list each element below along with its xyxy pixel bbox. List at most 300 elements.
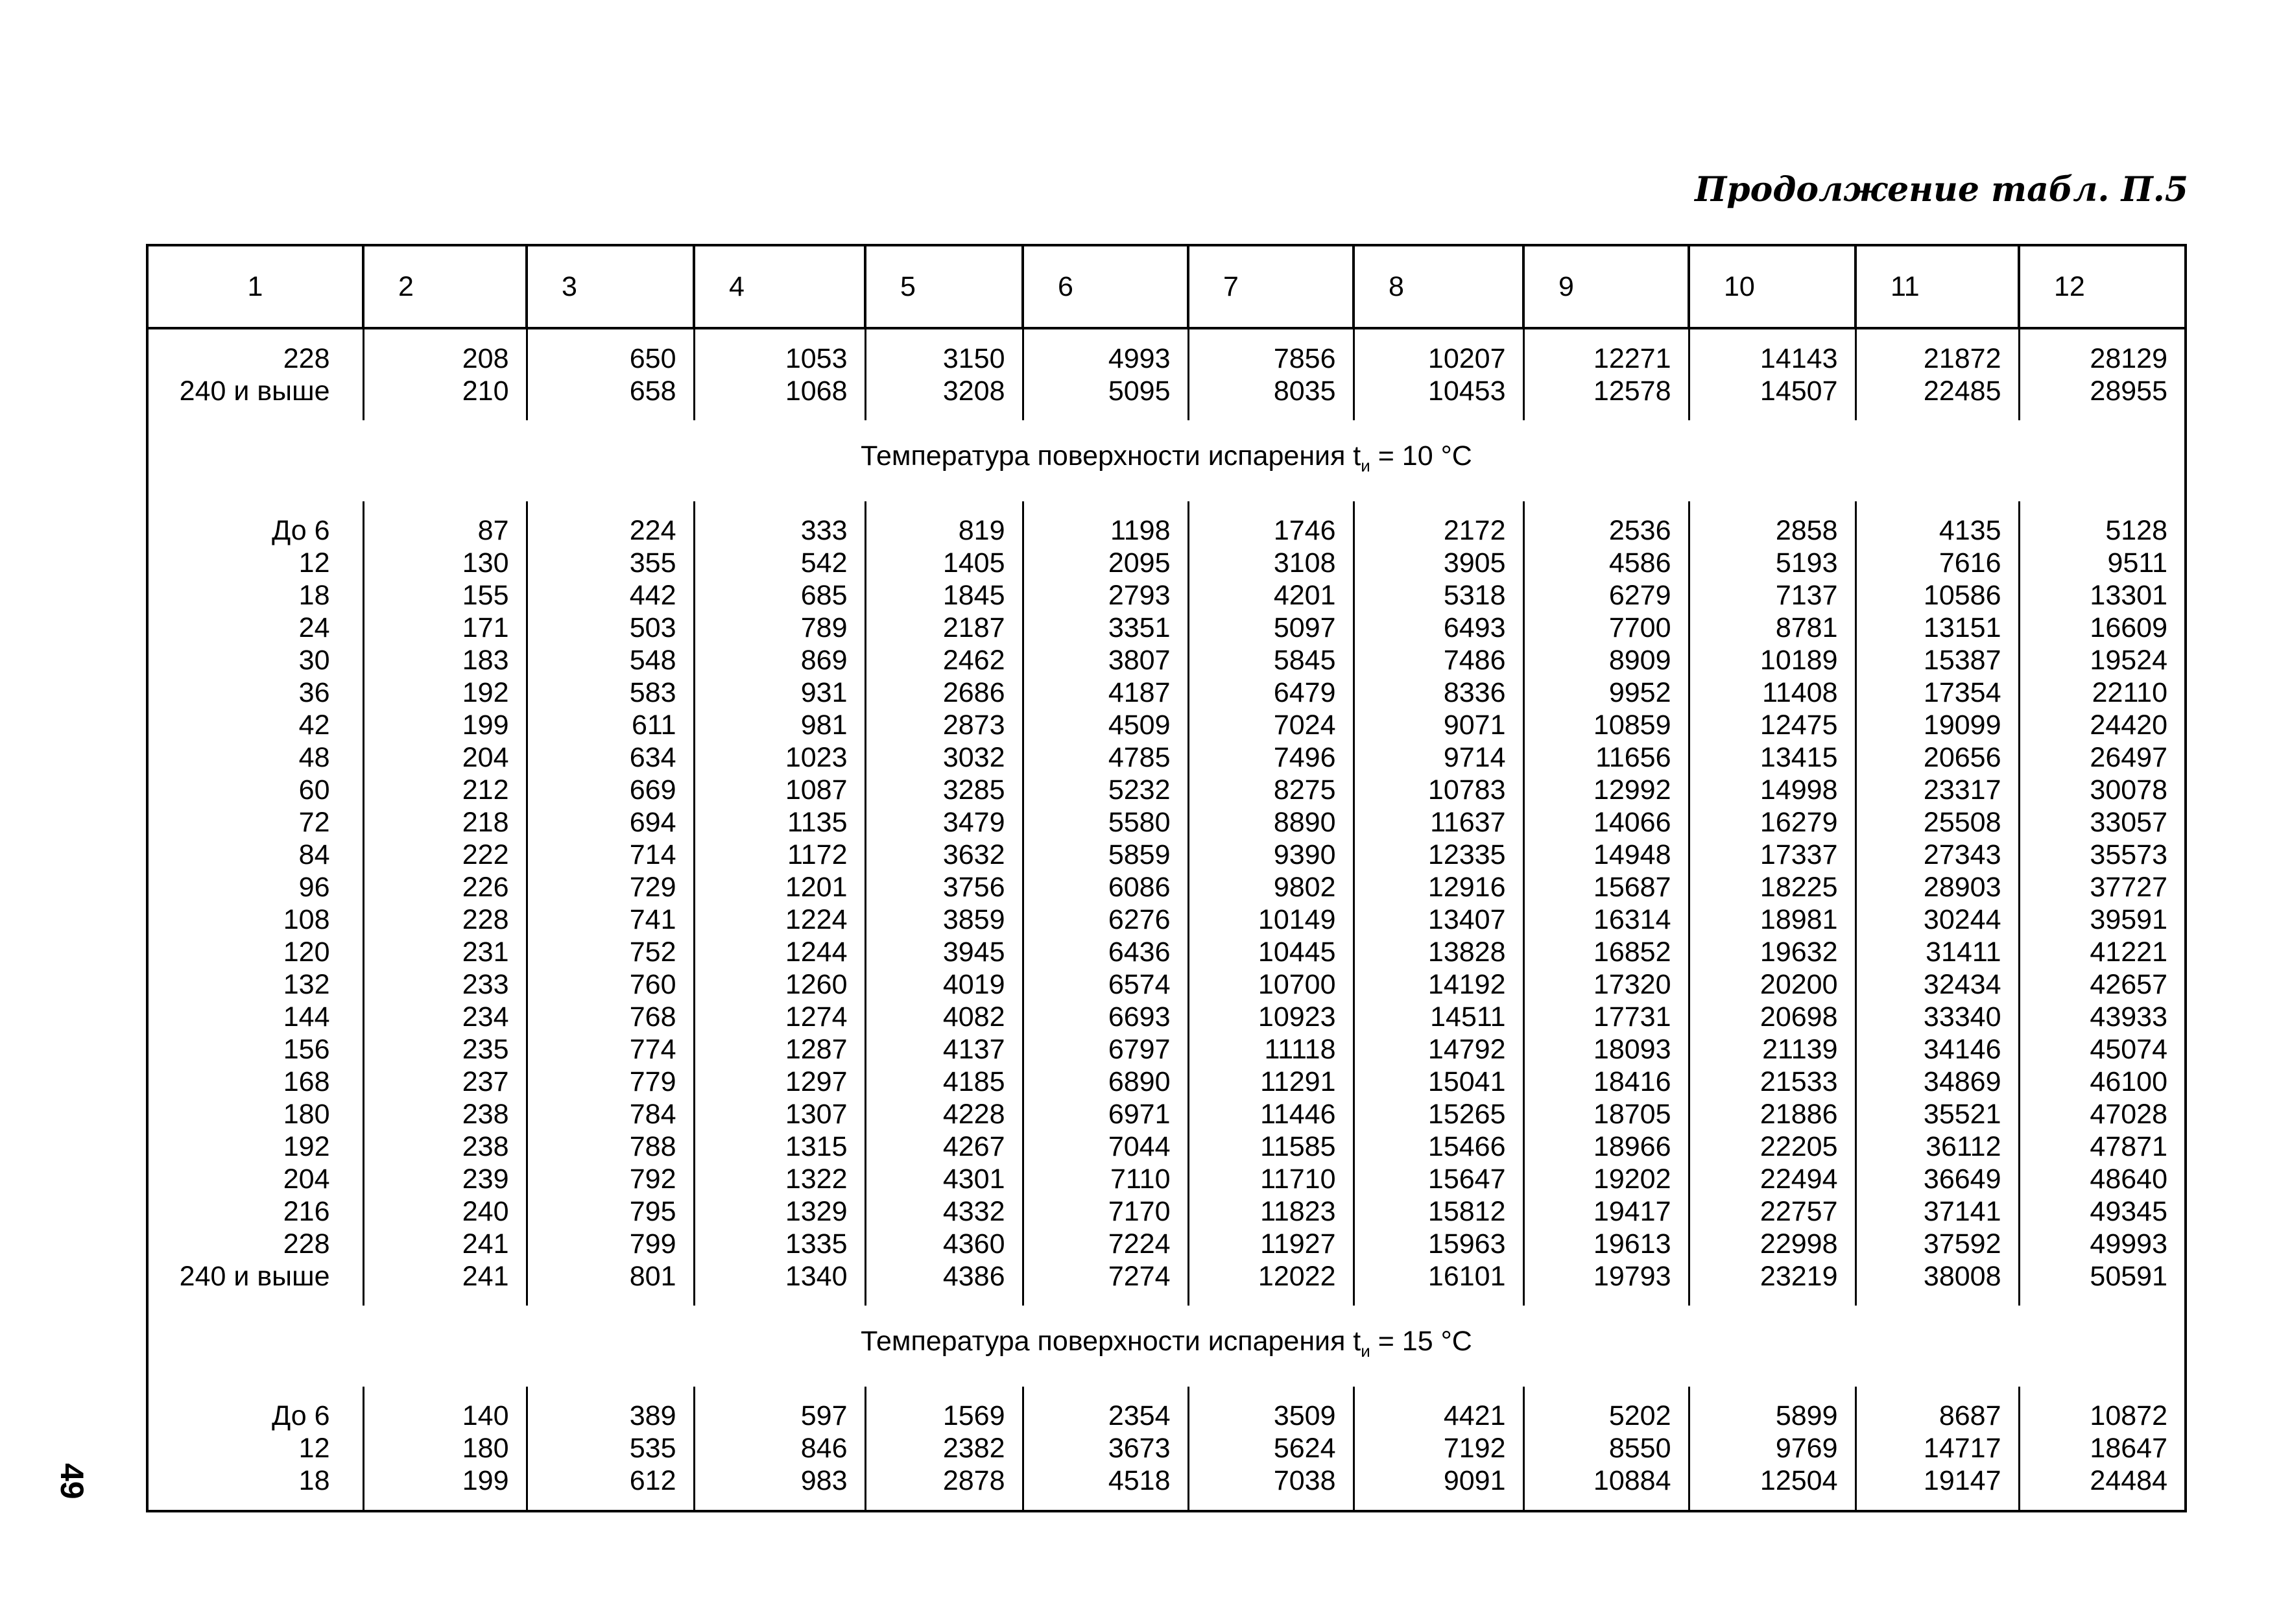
table-cell: 87 [363,501,527,547]
table-cell: 10586 [1855,579,2019,612]
column-header: 8 [1354,245,1523,328]
table-cell: 39591 [2019,903,2186,936]
table-cell: 8687 [1855,1387,2019,1432]
table-row [147,1098,2186,1130]
table-cell: 35573 [2019,839,2186,871]
row-label-cell: 204 [147,1163,363,1195]
table-cell: 3807 [1023,644,1188,676]
table-cell: 17337 [1689,839,1855,871]
row-label-cell: 84 [147,839,363,871]
table-cell: 3756 [865,871,1023,903]
table-cell: 22998 [1689,1228,1855,1260]
table-cell: 4267 [865,1130,1023,1163]
table-cell: 23317 [1855,774,2019,806]
table-cell: 669 [527,774,694,806]
table-cell: 789 [694,612,865,644]
table-cell: 4518 [1023,1464,1188,1511]
table-cell: 760 [527,968,694,1001]
table-cell: 204 [363,741,527,774]
table-cell: 22757 [1689,1195,1855,1228]
table-cell: 3208 [865,375,1023,420]
table-cell: 15466 [1354,1130,1523,1163]
table-cell: 4332 [865,1195,1023,1228]
table-row [147,871,2186,903]
section-suffix: = 15 °С [1370,1326,1472,1357]
table-cell: 11291 [1188,1066,1354,1098]
row-label-cell: 96 [147,871,363,903]
table-cell: 49345 [2019,1195,2186,1228]
table-cell: 3150 [865,328,1023,375]
table-cell: 10189 [1689,644,1855,676]
table-cell: 11585 [1188,1130,1354,1163]
table-cell: 7044 [1023,1130,1188,1163]
table-cell: 19632 [1689,936,1855,968]
table-cell: 224 [527,501,694,547]
table-cell: 548 [527,644,694,676]
table-cell: 21533 [1689,1066,1855,1098]
table-row [147,1260,2186,1306]
row-label-cell: 240 и выше [147,375,363,420]
table-row [147,375,2186,420]
table-cell: 983 [694,1464,865,1511]
table-cell: 7274 [1023,1260,1188,1306]
table-cell: 1260 [694,968,865,1001]
table-row [147,1387,2186,1432]
table-cell: 238 [363,1130,527,1163]
table-cell: 18647 [2019,1432,2186,1464]
table-cell: 8035 [1188,375,1354,420]
column-header: 2 [363,245,527,328]
table-cell: 846 [694,1432,865,1464]
table-cell: 12022 [1188,1260,1354,1306]
table-cell: 19613 [1523,1228,1689,1260]
table-cell: 6493 [1354,612,1523,644]
table-cell: 11823 [1188,1195,1354,1228]
row-label-cell: 12 [147,547,363,579]
table-cell: 18981 [1689,903,1855,936]
table-cell: 36112 [1855,1130,2019,1163]
table-cell: 180 [363,1432,527,1464]
table-cell: 6086 [1023,871,1188,903]
table-row [147,1001,2186,1033]
table-cell: 9952 [1523,676,1689,709]
table-cell: 389 [527,1387,694,1432]
table-cell: 5899 [1689,1387,1855,1432]
table-cell: 14948 [1523,839,1689,871]
table-cell: 729 [527,871,694,903]
column-header: 6 [1023,245,1188,328]
table-cell: 6479 [1188,676,1354,709]
table-cell: 37727 [2019,871,2186,903]
table-cell: 1845 [865,579,1023,612]
table-cell: 7224 [1023,1228,1188,1260]
table-cell: 779 [527,1066,694,1098]
table-cell: 1335 [694,1228,865,1260]
table-cell: 819 [865,501,1023,547]
table-cell: 792 [527,1163,694,1195]
table-cell: 1322 [694,1163,865,1195]
table-cell: 7856 [1188,328,1354,375]
table-cell: 611 [527,709,694,741]
table-cell: 442 [527,579,694,612]
table-cell: 4421 [1354,1387,1523,1432]
table-cell: 2878 [865,1464,1023,1511]
table-cell: 15647 [1354,1163,1523,1195]
table-cell: 239 [363,1163,527,1195]
table-cell: 5580 [1023,806,1188,839]
table-cell: 34146 [1855,1033,2019,1066]
table-cell: 1287 [694,1033,865,1066]
table-cell: 4185 [865,1066,1023,1098]
table-cell: 38008 [1855,1260,2019,1306]
table-cell: 22205 [1689,1130,1855,1163]
table-row [147,1228,2186,1260]
table-cell: 4137 [865,1033,1023,1066]
table-cell: 16609 [2019,612,2186,644]
table-cell: 14511 [1354,1001,1523,1033]
table-cell: 28955 [2019,375,2186,420]
table-cell: 235 [363,1033,527,1066]
table-cell: 774 [527,1033,694,1066]
table-cell: 5095 [1023,375,1188,420]
table-cell: 1315 [694,1130,865,1163]
table-cell: 237 [363,1066,527,1098]
table-cell: 30078 [2019,774,2186,806]
row-label-cell: 144 [147,1001,363,1033]
table-cell: 801 [527,1260,694,1306]
table-cell: 16101 [1354,1260,1523,1306]
table-caption: Продолжение табл. П.5 [1695,170,2188,209]
table-cell: 8336 [1354,676,1523,709]
table-cell: 43933 [2019,1001,2186,1033]
row-label-cell: 36 [147,676,363,709]
table-cell: 795 [527,1195,694,1228]
table-cell: 2382 [865,1432,1023,1464]
table-cell: 3905 [1354,547,1523,579]
table-cell: 5193 [1689,547,1855,579]
table-cell: 20200 [1689,968,1855,1001]
table-cell: 18705 [1523,1098,1689,1130]
table-cell: 14192 [1354,968,1523,1001]
table-cell: 4785 [1023,741,1188,774]
table-cell: 10149 [1188,903,1354,936]
table-cell: 2858 [1689,501,1855,547]
row-label-cell: До 6 [147,501,363,547]
table-cell: 234 [363,1001,527,1033]
table-cell: 9511 [2019,547,2186,579]
table-cell: 47871 [2019,1130,2186,1163]
table-cell: 2172 [1354,501,1523,547]
table-cell: 19147 [1855,1464,2019,1511]
section-heading [147,420,2186,501]
table-cell: 14143 [1689,328,1855,375]
table-cell: 1023 [694,741,865,774]
table-cell: 13407 [1354,903,1523,936]
table-row [147,903,2186,936]
table-cell: 47028 [2019,1098,2186,1130]
row-label-cell: 132 [147,968,363,1001]
table-row [147,579,2186,612]
table-cell: 1053 [694,328,865,375]
table-row [147,1163,2186,1195]
table-row [147,1195,2186,1228]
table-cell: 24484 [2019,1464,2186,1511]
table-cell: 1087 [694,774,865,806]
table-row [147,741,2186,774]
table-cell: 658 [527,375,694,420]
table-cell: 1172 [694,839,865,871]
table-cell: 183 [363,644,527,676]
table-cell: 16852 [1523,936,1689,968]
section-heading-row [147,420,2186,501]
table-cell: 10872 [2019,1387,2186,1432]
table-cell: 6436 [1023,936,1188,968]
table-cell: 21872 [1855,328,2019,375]
table-cell: 694 [527,806,694,839]
table-row [147,709,2186,741]
table-header [147,245,2186,328]
page-number: 49 [54,1463,90,1499]
row-label-cell: 18 [147,1464,363,1511]
row-label-cell: 42 [147,709,363,741]
table-cell: 4135 [1855,501,2019,547]
table-cell: 20656 [1855,741,2019,774]
table-cell: 7496 [1188,741,1354,774]
table-cell: 768 [527,1001,694,1033]
table-cell: 1244 [694,936,865,968]
table-cell: 19793 [1523,1260,1689,1306]
row-label-cell: 72 [147,806,363,839]
table-cell: 8275 [1188,774,1354,806]
table-row [147,1033,2186,1066]
table-cell: 15687 [1523,871,1689,903]
table-cell: 8781 [1689,612,1855,644]
section-subscript: и [1361,1341,1370,1361]
table-cell: 17320 [1523,968,1689,1001]
table-cell: 1307 [694,1098,865,1130]
row-label-cell: 180 [147,1098,363,1130]
table-cell: 5845 [1188,644,1354,676]
table-cell: 9071 [1354,709,1523,741]
table-cell: 4993 [1023,328,1188,375]
table-cell: 1329 [694,1195,865,1228]
table-row [147,936,2186,968]
column-header: 10 [1689,245,1855,328]
table-cell: 19417 [1523,1195,1689,1228]
table-cell: 3859 [865,903,1023,936]
table-cell: 9714 [1354,741,1523,774]
table-cell: 48640 [2019,1163,2186,1195]
table-cell: 10884 [1523,1464,1689,1511]
table-cell: 9091 [1354,1464,1523,1511]
table-cell: 2462 [865,644,1023,676]
table-cell: 685 [694,579,865,612]
table-cell: 19099 [1855,709,2019,741]
table-cell: 1068 [694,375,865,420]
table-cell: 1135 [694,806,865,839]
data-table [146,244,2187,1512]
table-cell: 33340 [1855,1001,2019,1033]
table-cell: 3285 [865,774,1023,806]
table-cell: 11710 [1188,1163,1354,1195]
table-cell: 212 [363,774,527,806]
table-cell: 5232 [1023,774,1188,806]
table-cell: 233 [363,968,527,1001]
section-heading [147,1306,2186,1387]
table-cell: 981 [694,709,865,741]
table-cell: 19524 [2019,644,2186,676]
table-cell: 27343 [1855,839,2019,871]
row-label-cell: 30 [147,644,363,676]
table-cell: 15265 [1354,1098,1523,1130]
row-label-cell: 60 [147,774,363,806]
table-cell: 11118 [1188,1033,1354,1066]
table-cell: 1198 [1023,501,1188,547]
table-cell: 7024 [1188,709,1354,741]
table-cell: 238 [363,1098,527,1130]
table-row [147,612,2186,644]
table-cell: 15963 [1354,1228,1523,1260]
table-cell: 46100 [2019,1066,2186,1098]
table-cell: 49993 [2019,1228,2186,1260]
table-cell: 1224 [694,903,865,936]
table-cell: 542 [694,547,865,579]
section-subscript: и [1361,456,1370,475]
table-cell: 4586 [1523,547,1689,579]
table-cell: 2095 [1023,547,1188,579]
table-cell: 7038 [1188,1464,1354,1511]
table-cell: 9802 [1188,871,1354,903]
table-cell: 3351 [1023,612,1188,644]
table-cell: 10923 [1188,1001,1354,1033]
row-group-15c [147,1387,2186,1511]
table-cell: 4082 [865,1001,1023,1033]
table-cell: 11637 [1354,806,1523,839]
table-cell: 17731 [1523,1001,1689,1033]
table-cell: 15812 [1354,1195,1523,1228]
table-cell: 11927 [1188,1228,1354,1260]
table-cell: 4301 [865,1163,1023,1195]
table-cell: 4360 [865,1228,1023,1260]
table-cell: 33057 [2019,806,2186,839]
table-cell: 12578 [1523,375,1689,420]
table-cell: 3945 [865,936,1023,968]
table-cell: 6276 [1023,903,1188,936]
row-label-cell: 228 [147,1228,363,1260]
table-cell: 10700 [1188,968,1354,1001]
table-cell: 50591 [2019,1260,2186,1306]
row-label-cell: 192 [147,1130,363,1163]
table-cell: 741 [527,903,694,936]
section-label: Температура поверхности испарения t [861,440,1361,472]
table-cell: 583 [527,676,694,709]
row-label-cell: 24 [147,612,363,644]
table-cell: 2536 [1523,501,1689,547]
table-cell: 26497 [2019,741,2186,774]
row-label-cell: До 6 [147,1387,363,1432]
table-cell: 171 [363,612,527,644]
table-row [147,1066,2186,1098]
table-cell: 18966 [1523,1130,1689,1163]
row-label-cell: 228 [147,328,363,375]
table-cell: 13828 [1354,936,1523,968]
row-label-cell: 216 [147,1195,363,1228]
table-cell: 3479 [865,806,1023,839]
table-cell: 20698 [1689,1001,1855,1033]
table-cell: 28903 [1855,871,2019,903]
table-cell: 3673 [1023,1432,1188,1464]
table-cell: 155 [363,579,527,612]
table-cell: 10453 [1354,375,1523,420]
table-cell: 612 [527,1464,694,1511]
table-cell: 7170 [1023,1195,1188,1228]
table-cell: 16314 [1523,903,1689,936]
table-cell: 12335 [1354,839,1523,871]
table-cell: 32434 [1855,968,2019,1001]
table-cell: 18093 [1523,1033,1689,1066]
table-cell: 12475 [1689,709,1855,741]
table-cell: 14507 [1689,375,1855,420]
table-cell: 18416 [1523,1066,1689,1098]
table-row [147,774,2186,806]
table-cell: 16279 [1689,806,1855,839]
table-cell: 7616 [1855,547,2019,579]
table-cell: 241 [363,1260,527,1306]
section-suffix: = 10 °С [1370,440,1472,472]
table-cell: 10207 [1354,328,1523,375]
table-cell: 12916 [1354,871,1523,903]
table-cell: 222 [363,839,527,871]
table-cell: 6890 [1023,1066,1188,1098]
table-cell: 19202 [1523,1163,1689,1195]
row-label-cell: 240 и выше [147,1260,363,1306]
table-cell: 28129 [2019,328,2186,375]
table-row [147,1432,2186,1464]
table-cell: 8550 [1523,1432,1689,1464]
column-header: 3 [527,245,694,328]
table-row [147,501,2186,547]
section-row-group [147,420,2186,501]
table-cell: 12992 [1523,774,1689,806]
table-cell: 4509 [1023,709,1188,741]
table-cell: 4201 [1188,579,1354,612]
table-cell: 13151 [1855,612,2019,644]
table-cell: 6797 [1023,1033,1188,1066]
table-cell: 714 [527,839,694,871]
table-cell: 7192 [1354,1432,1523,1464]
table-cell: 22110 [2019,676,2186,709]
table-row [147,968,2186,1001]
row-label-cell: 156 [147,1033,363,1066]
table-cell: 7110 [1023,1163,1188,1195]
table-cell: 11408 [1689,676,1855,709]
table-cell: 240 [363,1195,527,1228]
table-cell: 1405 [865,547,1023,579]
table-cell: 30244 [1855,903,2019,936]
column-header: 7 [1188,245,1354,328]
table-cell: 25508 [1855,806,2019,839]
table-cell: 4187 [1023,676,1188,709]
table-cell: 11446 [1188,1098,1354,1130]
table-cell: 2187 [865,612,1023,644]
table-cell: 6279 [1523,579,1689,612]
table-cell: 788 [527,1130,694,1163]
table-cell: 218 [363,806,527,839]
row-label-cell: 12 [147,1432,363,1464]
table-row [147,1464,2186,1511]
table-cell: 241 [363,1228,527,1260]
column-header: 1 [147,245,363,328]
